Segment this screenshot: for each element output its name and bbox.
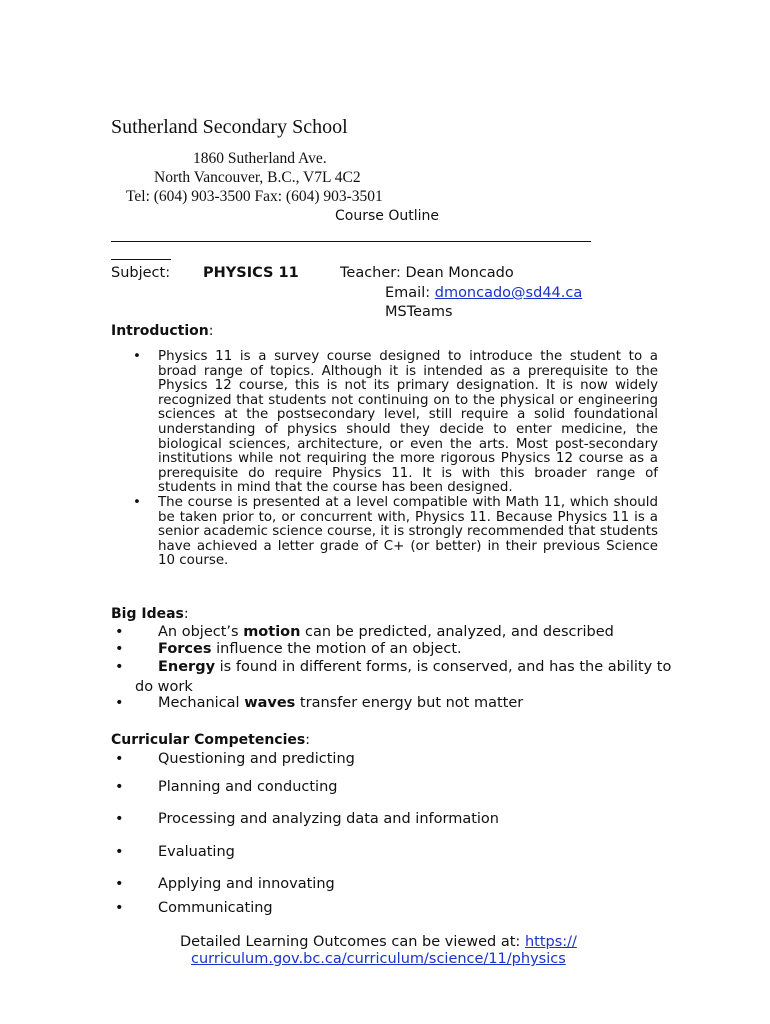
school-name: Sutherland Secondary School (111, 116, 348, 138)
text-post: can be predicted, analyzed, and described (300, 624, 614, 640)
subject-label: Subject: (111, 265, 171, 281)
bullet: • (133, 494, 141, 510)
bullet: • (115, 811, 124, 827)
phone-fax-line: Tel: (604) 903-3500 Fax: (604) 903-3501 (126, 188, 383, 205)
text-pre: Mechanical (158, 695, 245, 711)
competencies-heading-colon: : (305, 732, 310, 748)
bullet: • (115, 844, 124, 860)
learning-outcomes-line (180, 934, 577, 950)
competency-text: Applying and innovating (158, 876, 335, 892)
bullet: • (115, 876, 124, 892)
curriculum-link[interactable]: curriculum.gov.bc.ca/curriculum/science/11/physics (191, 951, 566, 967)
big-idea-text (158, 624, 614, 640)
big-idea-wrap-text: do work (135, 679, 193, 695)
big-ideas-heading-colon: : (183, 606, 189, 622)
intro-text: The course is presented at a level compatible with Math 11, which should be taken prior to, or concurrent with, Physics 11. Because Physics 11 is a senior academic science course, it is strongly recommended that students have achieved a letter grade of C+ (or better) in their previous Science 10 course. (158, 494, 658, 569)
document-title: Course Outline (335, 208, 439, 224)
text-bold: waves (244, 695, 296, 711)
bullet: • (133, 349, 141, 364)
competencies-heading (111, 732, 310, 748)
text-bold: Energy (158, 659, 216, 675)
text-post: is found in different forms, is conserved, and has the ability to (215, 659, 672, 675)
competencies-heading-text: Curricular Competencies (111, 732, 306, 748)
address-line-2: North Vancouver, B.C., V7L 4C2 (154, 169, 361, 186)
list-item (133, 350, 658, 496)
big-idea-text (158, 659, 671, 675)
msteams-contact: MSTeams (385, 304, 453, 320)
curriculum-link-line (191, 951, 566, 967)
email-link[interactable]: dmoncado@sd44.ca (434, 285, 583, 301)
big-ideas-heading (111, 606, 189, 622)
bullet: • (115, 624, 124, 640)
list-item (133, 496, 658, 569)
competency-text: Processing and analyzing data and information (158, 811, 499, 827)
curriculum-link-start[interactable]: https:// (524, 934, 577, 950)
bullet: • (115, 659, 124, 675)
big-idea-text (158, 641, 462, 657)
competency-text: Communicating (158, 900, 273, 916)
competency-text: Planning and conducting (158, 779, 338, 795)
bullet: • (115, 751, 124, 767)
teacher-name: Teacher: Dean Moncado (340, 265, 514, 281)
horizontal-rule (111, 241, 591, 242)
introduction-heading-text: Introduction (111, 323, 209, 339)
competency-text: Evaluating (158, 844, 235, 860)
introduction-heading (111, 323, 213, 339)
bullet: • (115, 641, 124, 657)
text-pre: An object’s (158, 624, 244, 640)
intro-text: Physics 11 is a survey course designed to introduce the student to a broad range of topics. Although it is intended as a prerequisite to the Physics 12 course, this is not its primary designation. It is now widely recognized that students not continuing on to the physical or engineering sciences at the postsecondary level, still require a solid foundational understanding of physics should they decide to enter medicine, the biological sciences, architecture, or even the arts. Most post-secondary institutions while not requiring the more rigorous Physics 12 course as a prerequisite do require Physics 11. It is with this broader range of students in mind that the course has been designed. (158, 349, 658, 496)
bullet: • (115, 695, 124, 711)
competency-text: Questioning and predicting (158, 751, 355, 767)
text-bold: Forces (158, 641, 212, 657)
address-line-1: 1860 Sutherland Ave. (193, 150, 327, 167)
bullet: • (115, 779, 124, 795)
email-row (385, 285, 582, 301)
text-bold: motion (243, 624, 301, 640)
subject-value: PHYSICS 11 (203, 265, 299, 281)
email-label: Email: (385, 285, 435, 301)
big-ideas-heading-text: Big Ideas (111, 606, 184, 622)
text-post: influence the motion of an object. (211, 641, 462, 657)
big-idea-text (158, 695, 523, 711)
text-post: transfer energy but not matter (295, 695, 524, 711)
horizontal-rule-short (111, 259, 171, 260)
introduction-heading-colon: : (208, 323, 214, 339)
introduction-list (133, 350, 658, 569)
learning-outcomes-text: Detailed Learning Outcomes can be viewed at: (180, 934, 525, 950)
bullet: • (115, 900, 124, 916)
